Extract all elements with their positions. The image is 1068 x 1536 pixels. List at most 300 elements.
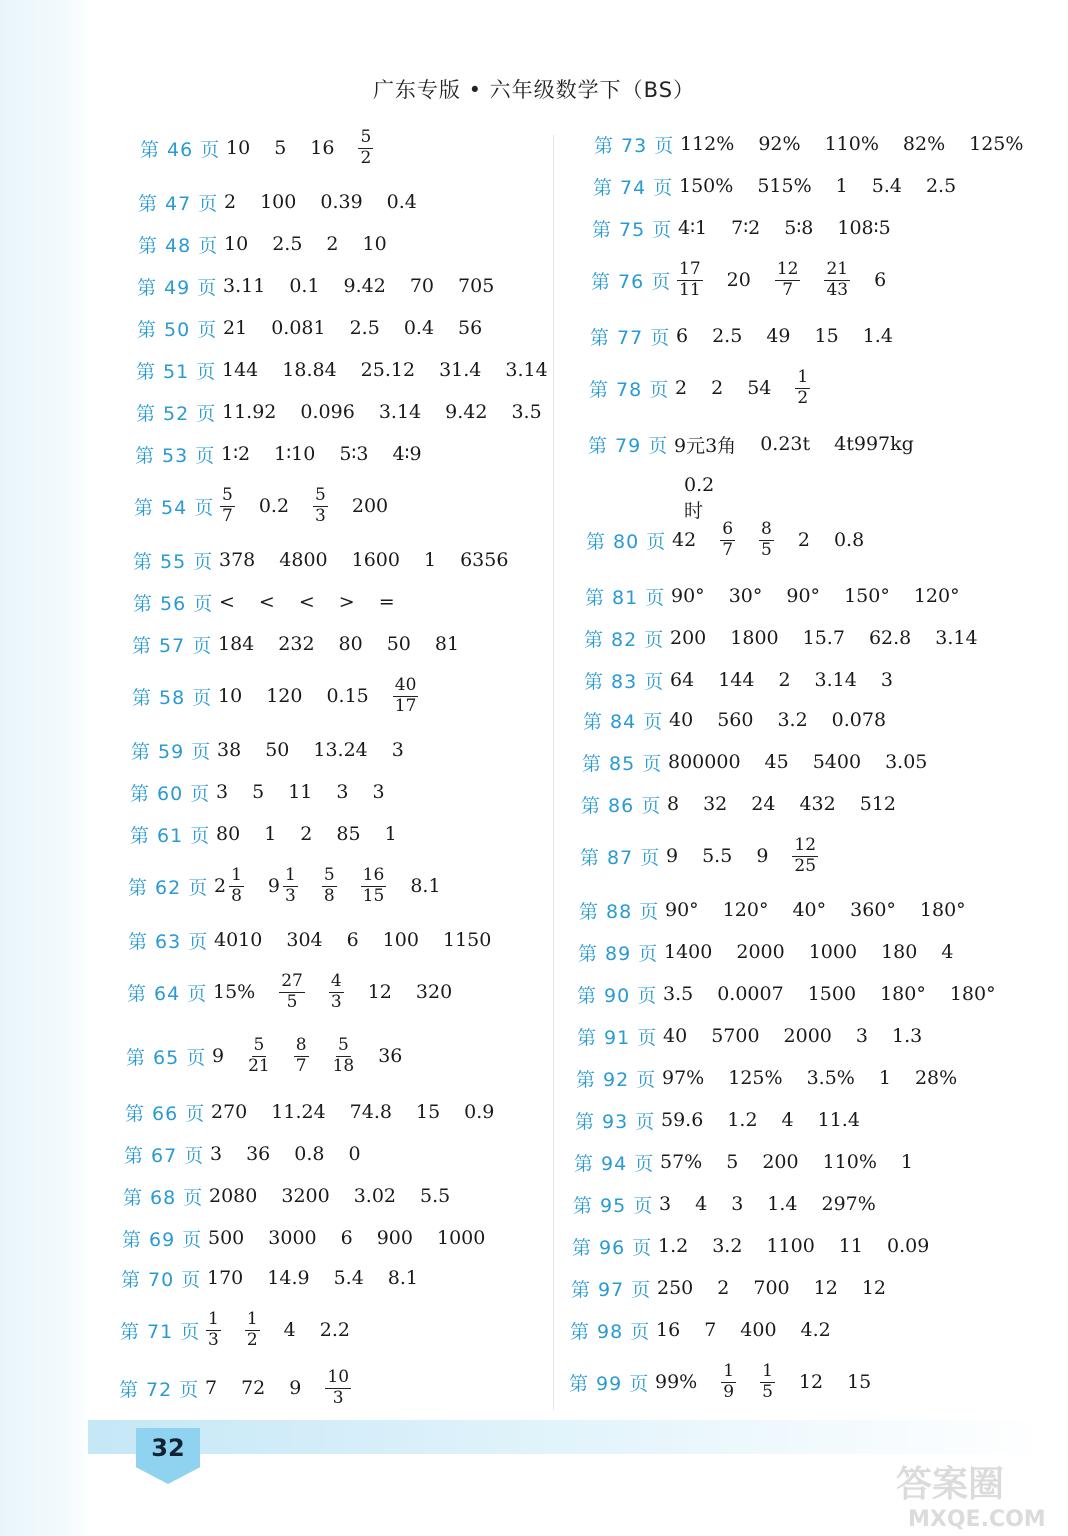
answer-value: 10 (362, 233, 387, 255)
answer-values (672, 518, 888, 560)
answer-value: 3.05 (885, 751, 928, 773)
answer-values (219, 549, 532, 571)
answer-row (126, 1026, 426, 1086)
answer-value: 3 (391, 739, 404, 761)
page-label: 第 81 页 (585, 586, 666, 609)
answer-row (589, 358, 834, 418)
fraction (248, 1034, 270, 1076)
answer-value: 0.23t (760, 433, 811, 455)
answer-values (222, 359, 572, 381)
answer-values (206, 1308, 374, 1350)
answer-value: 4∶9 (392, 443, 422, 465)
answer-value: 0.09 (886, 1235, 930, 1257)
answer-value: 16 (656, 1319, 681, 1341)
page-label: 第 56 页 (133, 592, 214, 615)
answer-values (655, 1360, 895, 1402)
answer-row (120, 1300, 374, 1360)
answer-value: 3.14 (935, 627, 978, 649)
answer-values (214, 929, 515, 951)
answer-value: 5.4 (333, 1267, 364, 1289)
answer-value: 1000 (436, 1227, 486, 1249)
answer-value: 1.3 (892, 1025, 923, 1047)
page-label: 第 73 页 (594, 134, 675, 157)
answer-value: 3200 (281, 1185, 330, 1207)
fraction-answer (361, 864, 387, 906)
page-label: 第 96 页 (572, 1236, 653, 1259)
numerator: 12 (794, 834, 817, 855)
denominator: 18 (332, 1055, 355, 1076)
answer-value: 56 (458, 317, 483, 339)
answer-value: 2.5 (712, 325, 743, 347)
page-label: 第 91 页 (577, 1026, 658, 1049)
answer-value: 3.14 (378, 401, 422, 423)
answer-value: < (298, 591, 315, 613)
answer-value: 15 (847, 1371, 872, 1393)
answer-value: 54 (747, 377, 772, 399)
answer-values (658, 1235, 953, 1257)
fraction (760, 1360, 775, 1402)
denominator: 2 (797, 387, 809, 408)
answer-value: 14.9 (267, 1267, 310, 1289)
fraction-answer (329, 970, 344, 1012)
denominator: 9 (723, 1381, 735, 1402)
page-label: 第 84 页 (583, 710, 664, 733)
numerator: 5 (222, 484, 233, 505)
page-label: 第 94 页 (574, 1152, 655, 1175)
answer-value: 80 (216, 823, 241, 845)
page-label: 第 47 页 (138, 192, 219, 215)
answer-value: 184 (218, 633, 255, 655)
fraction-answer (313, 484, 328, 526)
denominator: 7 (782, 279, 794, 300)
denominator: 8 (323, 885, 335, 906)
answer-row (135, 424, 446, 484)
answer-value: 1.4 (767, 1193, 798, 1215)
answer-value: 2000 (736, 941, 785, 963)
page-label: 第 70 页 (121, 1268, 202, 1291)
answer-values (657, 1277, 910, 1299)
footer-band (88, 1420, 1048, 1454)
page-label: 第 79 页 (588, 434, 669, 457)
answer-value: 200 (351, 495, 389, 517)
answer-value: 432 (799, 793, 836, 815)
answer-continuation: 0.2时 (684, 474, 715, 522)
answer-values (663, 1025, 946, 1047)
fraction (775, 258, 801, 300)
answer-value: 80 (338, 633, 363, 655)
answer-value: 11 (838, 1235, 863, 1257)
answer-value: 90° (671, 585, 705, 607)
denominator: 5 (762, 1381, 773, 1402)
answer-value: 0.081 (271, 317, 326, 339)
answer-value: 92% (758, 133, 801, 155)
answer-value: 36 (246, 1143, 271, 1165)
answer-value: 120° (913, 585, 960, 607)
answer-value: 0.8 (294, 1143, 325, 1165)
fraction (294, 1034, 309, 1076)
answer-values (675, 366, 834, 408)
answer-values (210, 1143, 385, 1165)
watermark-brand: 答案圈 (896, 1464, 1005, 1505)
answer-values (680, 133, 1047, 155)
answer-values (218, 633, 483, 655)
answer-value: 4∶1 (678, 217, 708, 239)
answer-value: 5 (252, 781, 265, 803)
fraction-answer (792, 834, 818, 876)
answer-value: 90° (665, 899, 699, 921)
answer-value: 1600 (351, 549, 400, 571)
answer-value: 1.4 (862, 325, 893, 347)
answer-value: 2 (300, 823, 313, 845)
answer-value: 28% (914, 1067, 958, 1089)
fraction-answer (248, 1034, 270, 1076)
answer-row (569, 1352, 895, 1412)
answer-value: 232 (278, 633, 315, 655)
answer-values (226, 126, 397, 168)
answer-values (667, 793, 920, 815)
answer-values (224, 191, 441, 213)
answer-value: > (338, 591, 355, 613)
numerator: 1 (231, 864, 242, 885)
watermark-logo (890, 1456, 1060, 1532)
answer-value: 3 (336, 781, 349, 803)
numerator: 5 (253, 1034, 265, 1055)
page-label: 第 49 页 (137, 276, 218, 299)
answer-value: 74.8 (349, 1101, 392, 1123)
answer-value: 99% (655, 1371, 698, 1393)
answer-value: 85 (336, 823, 361, 845)
fraction-answer (322, 864, 337, 906)
answer-value: 3 (372, 781, 385, 803)
denominator: 5 (286, 991, 298, 1012)
answer-value: 97% (662, 1067, 705, 1089)
answer-values (679, 175, 980, 197)
answer-value: 12 (367, 981, 392, 1003)
answer-row (140, 118, 397, 178)
fraction-answer (325, 1366, 351, 1408)
denominator: 3 (315, 505, 326, 526)
answer-values (223, 317, 506, 339)
answer-value: 12 (861, 1277, 886, 1299)
answer-values (661, 1109, 884, 1131)
answer-value: 4 (695, 1193, 708, 1215)
answer-value: 2.5 (925, 175, 957, 197)
page-label: 第 80 页 (586, 530, 667, 553)
fraction (329, 970, 344, 1012)
answer-value: 57% (660, 1151, 703, 1173)
answer-value: 1400 (664, 941, 713, 963)
answer-value: 4 (941, 941, 954, 963)
answer-value: 0.8 (833, 529, 865, 551)
page-header: 广东专版 • 六年级数学下（BS） (372, 78, 696, 102)
fraction-answer (206, 1308, 221, 1350)
answer-value: 12 (798, 1371, 824, 1393)
answer-values (207, 1267, 442, 1289)
answer-value: 112% (680, 133, 735, 155)
answer-value: 4 (283, 1319, 296, 1341)
answer-values (216, 823, 421, 845)
denominator: 8 (231, 885, 242, 906)
answer-value: 3.14 (814, 669, 857, 691)
answer-value: 3 (210, 1143, 223, 1165)
answer-value: 6356 (460, 549, 509, 571)
denominator: 43 (826, 279, 849, 300)
answer-value: 500 (208, 1227, 245, 1249)
answer-value: 297% (821, 1193, 876, 1215)
answer-value: 110% (822, 1151, 877, 1173)
answer-value: 5∶3 (339, 443, 369, 465)
fraction (358, 126, 373, 168)
answer-values (222, 401, 566, 423)
answer-value: 11.4 (817, 1109, 860, 1131)
answer-value: 250 (657, 1277, 694, 1299)
answer-value: 24 (751, 793, 776, 815)
answer-value: 4 (781, 1109, 794, 1131)
page-label: 第 76 页 (591, 270, 672, 293)
fraction (220, 484, 235, 526)
fraction (245, 1308, 260, 1350)
answer-value: 1 (384, 823, 397, 845)
answer-value: 40 (669, 709, 694, 731)
answer-value: 1500 (807, 983, 857, 1005)
answer-value: 400 (740, 1319, 777, 1341)
answer-value: 1800 (730, 627, 779, 649)
answer-values (665, 899, 990, 921)
answer-value: 120 (266, 685, 303, 707)
answer-values (214, 864, 465, 906)
answer-value: 36 (378, 1045, 403, 1067)
answer-value: 125% (969, 133, 1024, 155)
answer-value: 180° (880, 983, 926, 1005)
answer-value: 3.14 (505, 359, 548, 381)
answer-values (674, 431, 938, 458)
answer-value: 0 (348, 1143, 361, 1165)
page-label: 第 78 页 (589, 378, 670, 401)
answer-values (217, 739, 428, 761)
answer-value: 25.12 (360, 359, 416, 381)
page-label: 第 52 页 (136, 402, 217, 425)
page-label: 第 68 页 (123, 1186, 204, 1209)
answer-value: < (258, 591, 275, 613)
fraction (229, 864, 244, 906)
whole-part: 9 (267, 875, 281, 897)
answer-value: 9 (666, 845, 679, 867)
answer-value: 1∶10 (274, 443, 316, 465)
fraction-answer (294, 1034, 309, 1076)
answer-value: 49 (766, 325, 791, 347)
answer-value: 9 (756, 845, 769, 867)
answer-value: 2.5 (272, 233, 303, 255)
answer-value: 9 (289, 1377, 302, 1399)
answer-value: 515% (757, 175, 812, 197)
answer-values (219, 591, 419, 613)
answer-value: 125% (728, 1067, 783, 1089)
numerator: 10 (327, 1366, 350, 1387)
fraction-answer (759, 518, 774, 560)
fraction (322, 864, 337, 906)
answer-value: 270 (211, 1101, 248, 1123)
answer-values (662, 1067, 981, 1089)
mixed-number-answer (267, 864, 298, 906)
answer-value: 10 (226, 137, 251, 159)
answer-row (570, 1300, 855, 1360)
answer-value: 11.24 (271, 1101, 326, 1123)
answer-values (218, 674, 442, 716)
page-label: 第 77 页 (590, 326, 671, 349)
answer-value: 0.0007 (717, 983, 784, 1005)
page-label: 第 74 页 (593, 176, 674, 199)
denominator: 15 (362, 885, 385, 906)
answer-value: 5.4 (871, 175, 902, 197)
answer-value: 2.2 (319, 1319, 350, 1341)
answer-value: 72 (241, 1377, 266, 1399)
answer-value: 1 (900, 1151, 914, 1173)
answer-value: 2 (224, 191, 237, 213)
answer-value: 18.84 (282, 359, 337, 381)
answer-row (588, 414, 938, 474)
answer-values (659, 1193, 900, 1215)
answer-value: 11 (288, 781, 313, 803)
answer-values (670, 627, 1002, 649)
answer-value: 150° (844, 585, 890, 607)
answer-value: 38 (217, 739, 242, 761)
numerator: 6 (722, 518, 734, 539)
answer-value: 7 (205, 1377, 218, 1399)
answer-row (586, 510, 888, 570)
fraction-answer (220, 484, 235, 526)
answer-value: 5 (726, 1151, 739, 1173)
answer-values (208, 1227, 509, 1249)
answer-value: = (378, 591, 395, 613)
answer-value: 320 (415, 981, 453, 1003)
answer-value: 4800 (279, 549, 328, 571)
page-label: 第 69 页 (122, 1228, 203, 1251)
answer-value: 90° (786, 585, 821, 607)
answer-value: < (219, 591, 235, 613)
answer-value: 15 (415, 1101, 441, 1123)
answer-value: 2080 (209, 1185, 258, 1207)
answer-value: 120° (722, 899, 769, 921)
answer-value: 3 (731, 1193, 744, 1215)
page-label: 第 95 页 (573, 1194, 654, 1217)
numerator: 16 (362, 864, 385, 885)
answer-row (119, 1358, 375, 1418)
denominator: 25 (794, 855, 817, 876)
left-margin-strip (0, 0, 92, 1536)
answer-value: 2 (326, 233, 339, 255)
answer-value: 180° (949, 983, 996, 1005)
denominator: 3 (285, 885, 296, 906)
fraction-answer (245, 1308, 260, 1350)
answer-value: 304 (286, 929, 323, 951)
page-label: 第 50 页 (137, 318, 218, 341)
answer-value: 560 (717, 709, 754, 731)
page-label: 第 71 页 (120, 1320, 201, 1343)
answer-value: 150% (679, 175, 734, 197)
answer-row (127, 962, 476, 1022)
answer-value: 50 (386, 633, 411, 655)
answer-row (590, 306, 917, 366)
answer-value: 2.5 (349, 317, 380, 339)
page-label: 第 46 页 (140, 138, 221, 161)
denominator: 3 (332, 1387, 344, 1408)
fraction (720, 518, 735, 560)
numerator: 1 (762, 1360, 773, 1381)
page-label: 第 88 页 (579, 900, 660, 923)
fraction (759, 518, 774, 560)
fraction-answer (279, 970, 305, 1012)
page-label: 第 89 页 (578, 942, 659, 965)
answer-value: 3 (216, 781, 229, 803)
answer-row (592, 198, 915, 258)
answer-value: 1150 (442, 929, 492, 951)
answer-value: 11.92 (222, 401, 277, 423)
fraction-answer (824, 258, 850, 300)
answer-value: 1∶2 (221, 443, 251, 465)
page-label: 第 51 页 (136, 360, 217, 383)
answer-row (134, 476, 412, 536)
answer-value: 512 (859, 793, 896, 815)
answer-row (581, 774, 920, 834)
answer-value: 4t997kg (834, 433, 914, 455)
denominator: 2 (360, 147, 372, 168)
fraction-answer (720, 518, 735, 560)
answer-value: 6 (346, 929, 359, 951)
answer-value: 64 (670, 669, 695, 691)
answer-value: 15 (814, 325, 839, 347)
answer-value: 81 (434, 633, 460, 655)
answer-value: 705 (458, 275, 495, 297)
answer-row (128, 856, 465, 916)
answer-row (121, 1248, 442, 1308)
answer-value: 50 (265, 739, 290, 761)
answer-value: 7 (704, 1319, 717, 1341)
answer-values (660, 1151, 937, 1173)
answer-value: 1 (835, 175, 848, 197)
fraction (206, 1308, 221, 1350)
answer-values (664, 941, 977, 963)
answer-value: 15% (213, 981, 256, 1003)
answer-value: 3000 (268, 1227, 317, 1249)
page-label: 第 85 页 (582, 752, 663, 775)
answer-values (209, 1185, 474, 1207)
fraction-answer (760, 1360, 775, 1402)
answer-value: 3.5 (511, 401, 542, 423)
column-divider (553, 135, 554, 1410)
fraction (332, 1034, 355, 1076)
numerator: 4 (330, 970, 342, 991)
numerator: 1 (246, 1308, 258, 1329)
denominator: 3 (208, 1329, 219, 1350)
page-label: 第 75 页 (592, 218, 673, 241)
answer-value: 200 (670, 627, 707, 649)
numerator: 1 (797, 366, 809, 387)
page-label: 第 67 页 (124, 1144, 205, 1167)
answer-value: 32 (703, 793, 728, 815)
page-label: 第 82 页 (584, 628, 665, 651)
answer-value: 378 (219, 549, 256, 571)
page-label: 第 66 页 (125, 1102, 206, 1125)
answer-value: 62.8 (868, 627, 912, 649)
answer-value: 5400 (812, 751, 862, 773)
page-label: 第 86 页 (581, 794, 662, 817)
answer-row (132, 666, 442, 726)
answer-value: 13.24 (313, 739, 368, 761)
answer-row (128, 910, 515, 970)
answer-value: 0.4 (403, 317, 435, 339)
page-label: 第 57 页 (132, 634, 213, 657)
answer-value: 10 (218, 685, 243, 707)
